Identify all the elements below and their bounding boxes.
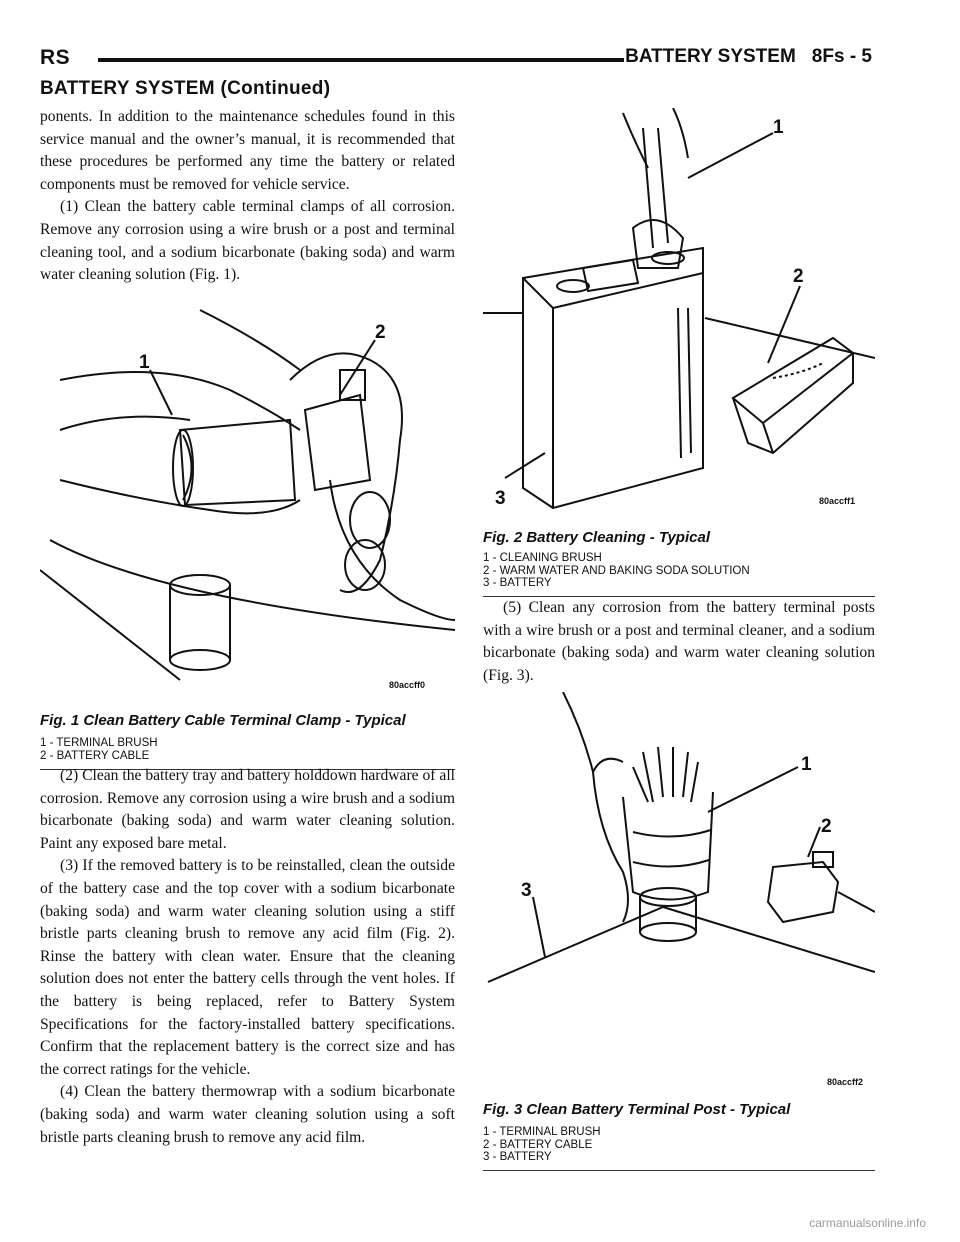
left-column-top — [40, 106, 455, 287]
figure-3-illustration — [483, 692, 875, 1092]
left-column-bottom — [40, 765, 455, 1149]
fig3-callout-3: 3 — [521, 880, 532, 901]
paragraph-step-4: (4) Clean the battery thermowrap with a sodium bicarbonate (baking soda) and warm water cleaning solution using a soft bristle parts cleaning brush to remove any acid film. — [40, 1083, 455, 1146]
fig1-legend-1: 1 - TERMINAL BRUSH — [40, 737, 158, 749]
figure-3-caption-block — [483, 1101, 875, 1171]
header-rule — [98, 58, 624, 62]
fig3-rule — [483, 1170, 875, 1171]
figure-1-illustration — [40, 300, 455, 700]
fig2-legend-2: 2 - WARM WATER AND BAKING SODA SOLUTION — [483, 564, 750, 577]
header-manual-code: RS — [40, 46, 71, 69]
paragraph-step-2: (2) Clean the battery tray and battery holddown hardware of all corrosion. Remove any corrosion using a wire brush and a sodium bicarbonate (baking soda) and warm water cleaning solution. Paint any exposed bare metal. — [40, 767, 455, 852]
figure-2-illustration — [483, 108, 875, 520]
figure-1-caption-block — [40, 712, 455, 770]
fig3-callout-2: 2 — [821, 816, 832, 837]
fig1-callout-2: 2 — [375, 322, 386, 343]
fig2-legend-1: 1 - CLEANING BRUSH — [483, 552, 602, 564]
header-right — [625, 46, 872, 68]
fig1-callout-1: 1 — [139, 352, 150, 373]
fig3-callout-1: 1 — [801, 754, 812, 775]
figure-2-caption-block — [483, 529, 875, 597]
section-title: BATTERY SYSTEM (Continued) — [40, 78, 331, 99]
header-section: BATTERY SYSTEM — [625, 46, 796, 67]
footer-watermark: carmanualsonline.info — [809, 1216, 926, 1230]
fig2-callout-1: 1 — [773, 117, 784, 138]
paragraph-step-5: (5) Clean any corrosion from the battery terminal posts with a wire brush or a post and terminal cleaner, and a sodium bicarbonate (baking soda) and warm water cleaning solution (Fig. 3). — [483, 599, 875, 684]
paragraph-continued: ponents. In addition to the maintenance schedules found in this service manual and the owner’s manual, it is recommended that these procedures be performed any time the battery or related components must be removed for vehicle service. — [40, 108, 455, 193]
fig3-code: 80accff2 — [827, 1077, 864, 1087]
fig2-code: 80accff1 — [819, 496, 856, 506]
fig2-callout-3: 3 — [495, 488, 506, 509]
fig1-caption: Fig. 1 Clean Battery Cable Terminal Clamp - Typical — [40, 712, 406, 729]
paragraph-step-3: (3) If the removed battery is to be reinstalled, clean the outside of the battery case and the top cover with a sodium bicarbonate (baking soda) and warm water cleaning solution using a stiff bristle parts cleaning brush to remove any acid film (Fig. 2). Rinse the battery with clean water. Ensure that the cleaning solution does not enter the battery cells through the vent holes. If the battery is being replaced, refer to Battery System Specifications for the factory-installed battery specifications. Confirm that the replacement battery is the correct size and has the correct ratings for the vehicle. — [40, 857, 455, 1078]
fig2-callout-2: 2 — [793, 266, 804, 287]
fig3-legend-3: 3 - BATTERY — [483, 1151, 552, 1163]
fig1-legend-2: 2 - BATTERY CABLE — [40, 749, 150, 762]
fig2-caption: Fig. 2 Battery Cleaning - Typical — [483, 529, 710, 546]
header-page-number: 8Fs - 5 — [811, 46, 872, 67]
paragraph-step-1: (1) Clean the battery cable terminal clamps of all corrosion. Remove any corrosion using a wire brush or a post and terminal cleaning tool, and a sodium bicarbonate (baking soda) and warm water cleaning solution (Fig. 1). — [40, 198, 455, 284]
right-column-text — [483, 597, 875, 687]
fig2-legend-3: 3 - BATTERY — [483, 577, 552, 589]
fig3-caption: Fig. 3 Clean Battery Terminal Post - Typical — [483, 1101, 791, 1118]
fig3-legend-1: 1 - TERMINAL BRUSH — [483, 1126, 601, 1138]
fig1-code: 80accff0 — [389, 680, 426, 690]
fig3-legend-2: 2 - BATTERY CABLE — [483, 1138, 593, 1151]
